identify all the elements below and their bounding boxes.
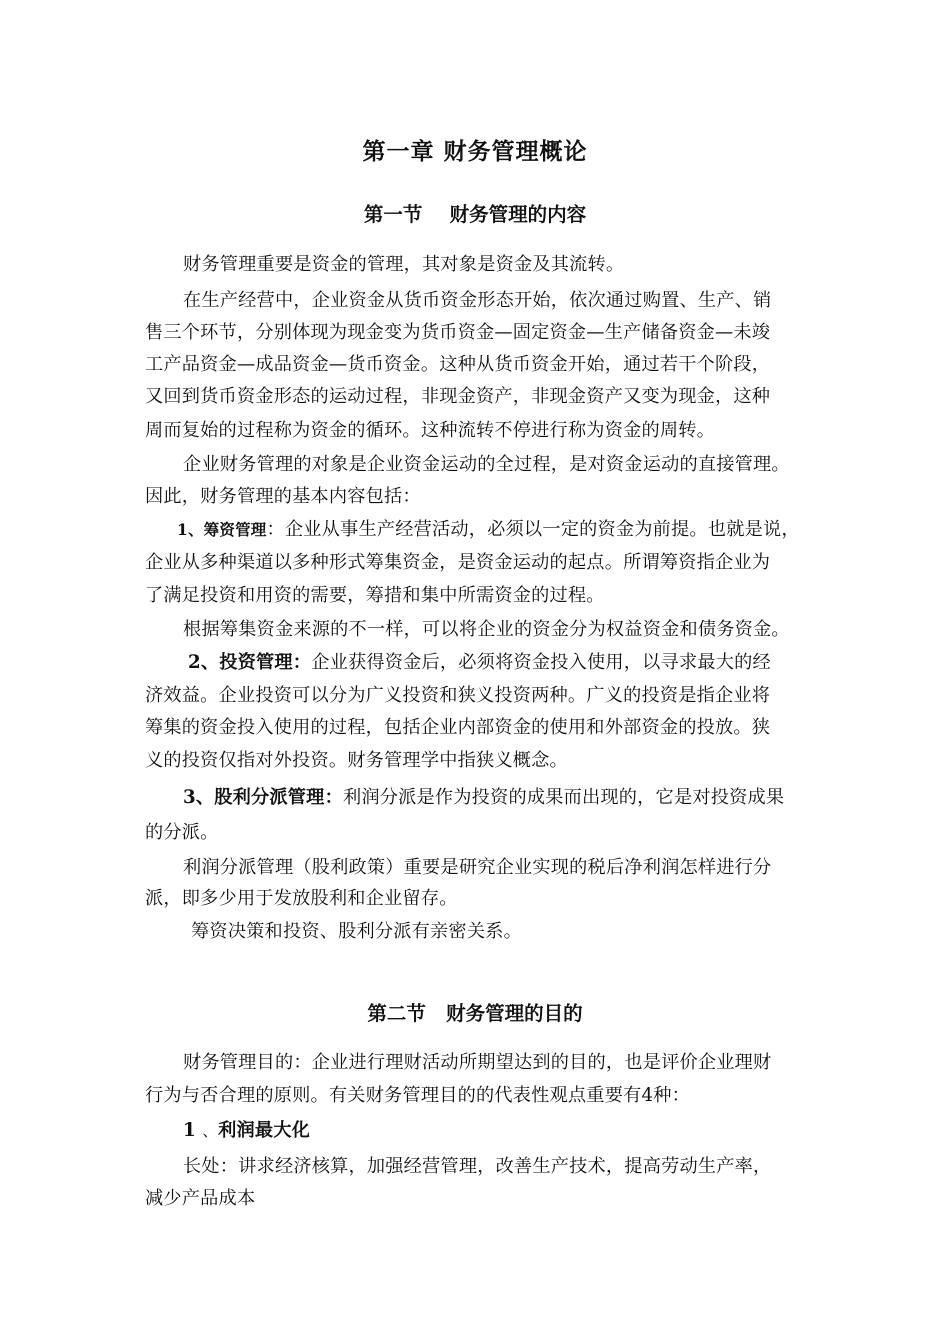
paragraph-line: 财务管理目的：企业进行理财活动所期望达到的目的，也是评价企业理财	[183, 1052, 772, 1073]
paragraph-line: 利润分派管理（股利政策）重要是研究企业实现的税后净利润怎样进行分	[183, 857, 772, 878]
section-title: 第一节 财务管理的内容	[363, 203, 587, 226]
paragraph-line: 筹集的资金投入使用的过程，包括企业内部资金的使用和外部资金的投放。狭	[145, 717, 771, 738]
item-label: 2、投资管理：	[188, 652, 312, 673]
list-item-dividend	[183, 785, 784, 811]
paragraph-line: 筹资决策和投资、股利分派有亲密关系。	[191, 921, 522, 942]
paragraph-line: 行为与否合理的原则。有关财务管理目的的代表性观点重要有4种：	[145, 1085, 691, 1106]
paragraph-line: 财务管理重要是资金的管理，其对象是资金及其流转。	[183, 254, 625, 275]
item-separator: 、	[202, 1122, 219, 1140]
item-number: 1	[183, 1120, 196, 1141]
paragraph-line: 派，即多少用于发放股利和企业留存。	[145, 888, 458, 909]
paragraph-line: 减少产品成本	[145, 1188, 256, 1209]
paragraph-line: 企业从多种渠道以多种形式筹集资金，是资金运动的起点。所谓筹资指企业为	[145, 552, 771, 573]
paragraph-line: 在生产经营中，企业资金从货币资金形态开始，依次通过购置、生产、销	[183, 290, 772, 311]
chapter-title: 第一章 财务管理概论	[362, 138, 588, 165]
paragraph-line: 根据筹集资金来源的不一样，可以将企业的资金分为权益资金和债务资金。	[183, 619, 790, 640]
item-label: 1、筹资管理	[177, 520, 267, 539]
item-text: 企业获得资金后，必须将资金投入使用，以寻求最大的经	[311, 652, 771, 673]
section-title: 第二节 财务管理的目的	[367, 1002, 583, 1025]
list-item-investment	[188, 650, 771, 676]
paragraph-line: 义的投资仅指对外投资。财务管理学中指狭义概念。	[145, 750, 568, 771]
paragraph-line: 企业财务管理的对象是企业资金运动的全过程，是对资金运动的直接管理。	[183, 454, 790, 475]
paragraph-line: 又回到货币资金形态的运动过程，非现金资产，非现金资产又变为现金，这种	[145, 386, 771, 407]
paragraph-line: 售三个环节，分别体现为现金变为货币资金—固定资金—生产储备资金—未竣	[145, 322, 771, 343]
paragraph-line: 工产品资金—成品资金—货币资金。这种从货币资金开始，通过若干个阶段，	[145, 354, 771, 375]
paragraph-line: 因此，财务管理的基本内容包括：	[145, 486, 421, 507]
item-label: 3、股利分派管理：	[183, 787, 343, 808]
item-label: 利润最大化	[218, 1120, 311, 1141]
paragraph-line: 周而复始的过程称为资金的循环。这种流转不停进行称为资金的周转。	[145, 420, 716, 441]
paragraph-line: 的分派。	[145, 822, 219, 843]
item-text: 利润分派是作为投资的成果而出现的，它是对投资成果	[342, 787, 785, 808]
list-item-financing	[177, 517, 800, 543]
list-item-profit-max	[183, 1118, 310, 1144]
paragraph-line: 了满足投资和用资的需要，筹措和集中所需资金的过程。	[145, 585, 605, 606]
item-text: ：企业从事生产经营活动，必须以一定的资金为前提。也就是说，	[266, 519, 800, 540]
paragraph-line: 济效益。企业投资可以分为广义投资和狭义投资两种。广义的投资是指企业将	[145, 685, 771, 706]
paragraph-line: 长处：讲求经济核算，加强经营管理，改善生产技术，提高劳动生产率，	[183, 1156, 772, 1177]
